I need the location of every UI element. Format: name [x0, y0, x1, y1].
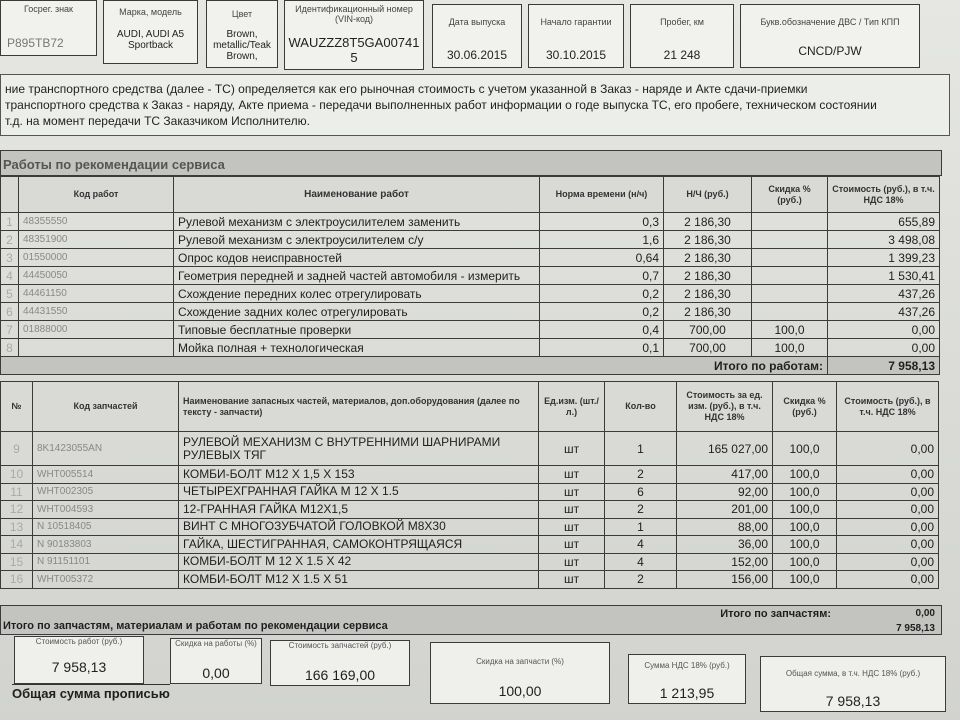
parts-unit: шт: [539, 483, 605, 501]
works-discount: [752, 303, 828, 321]
parts-unit-price: 156,00: [677, 571, 773, 589]
works-table: [0, 176, 940, 375]
parts-discount: 100,0: [773, 536, 837, 554]
works-name: Типовые бесплатные проверки: [174, 321, 540, 339]
parts-cost: 0,00: [837, 553, 939, 571]
parts-qty: 4: [605, 536, 677, 554]
works-cost: 1 399,23: [828, 249, 940, 267]
works-cost: 3 498,08: [828, 231, 940, 249]
release-date-field: Дата выпуска 30.06.2015: [432, 4, 522, 68]
parts-col-name: Наименование запасных частей, материалов, доп.оборудования (далее по тексту - запчасти): [179, 382, 539, 432]
works-name: Рулевой механизм с электроусилителем с/у: [174, 231, 540, 249]
parts-col-index: №: [1, 382, 33, 432]
works-row: [1, 249, 940, 267]
works-index: 1: [1, 213, 19, 231]
parts-table: [0, 381, 939, 589]
engine-code-field: Букв.обозначение ДВС / Тип КПП CNCD/PJW: [740, 4, 920, 68]
parts-unit-price: 36,00: [677, 536, 773, 554]
works-rate: 2 186,30: [664, 267, 752, 285]
warranty-start-field: Начало гарантии 30.10.2015: [528, 4, 624, 68]
works-rate: 2 186,30: [664, 249, 752, 267]
parts-index: 9: [1, 432, 33, 466]
parts-unit: шт: [539, 466, 605, 484]
parts-discount: 100,0: [773, 553, 837, 571]
works-rate: 2 186,30: [664, 303, 752, 321]
works-header-row: [1, 177, 940, 213]
works-row: [1, 303, 940, 321]
parts-name: ЧЕТЫРЕХГРАННАЯ ГАЙКА М 12 Х 1.5: [179, 483, 539, 501]
parts-row: [1, 501, 939, 519]
parts-unit: шт: [539, 571, 605, 589]
parts-col-unit-price: Стоимость за ед. изм. (руб.), в т.ч. НДС 18%: [677, 382, 773, 432]
works-cost: 655,89: [828, 213, 940, 231]
parts-cost: 0,00: [837, 518, 939, 536]
works-rate: 2 186,30: [664, 285, 752, 303]
parts-code: WHT004593: [33, 501, 179, 519]
parts-row: [1, 571, 939, 589]
parts-index: 14: [1, 536, 33, 554]
works-code: 44450050: [19, 267, 174, 285]
parts-col-code: Код запчастей: [33, 382, 179, 432]
works-index: 8: [1, 339, 19, 357]
summary-parts-discount: Скидка на запчасти (%) 100,00: [430, 642, 610, 704]
parts-name: КОМБИ-БОЛТ М 12 Х 1.5 Х 42: [179, 553, 539, 571]
parts-unit-price: 88,00: [677, 518, 773, 536]
works-name: Схождение передних колес отрегулировать: [174, 285, 540, 303]
parts-cost: 0,00: [837, 432, 939, 466]
works-norm: 0,3: [540, 213, 664, 231]
works-row: [1, 231, 940, 249]
parts-qty: 4: [605, 553, 677, 571]
summary-title: Итого по запчастям, материалам и работам по рекомендации сервиса: [3, 620, 388, 632]
summary-grand-total: 7 958,13: [896, 623, 935, 634]
works-col-code: Код работ: [19, 177, 174, 213]
parts-unit-price: 417,00: [677, 466, 773, 484]
parts-code: N 91151101: [33, 553, 179, 571]
works-cost: 0,00: [828, 339, 940, 357]
works-col-norm: Норма времени (н/ч): [540, 177, 664, 213]
parts-unit: шт: [539, 518, 605, 536]
works-col-index: [1, 177, 19, 213]
parts-discount: 100,0: [773, 571, 837, 589]
parts-code: N 10518405: [33, 518, 179, 536]
parts-row: [1, 466, 939, 484]
parts-code: WHT005514: [33, 466, 179, 484]
works-code: 01888000: [19, 321, 174, 339]
notice-line-1: ние транспортного средства (далее - ТС) определяется как его рыночная стоимость с учетом указанной в Заказ - наряде и Акте сдачи-приемки: [5, 82, 808, 96]
parts-row: [1, 553, 939, 571]
summary-vat: Сумма НДС 18% (руб.) 1 213,95: [628, 654, 746, 704]
parts-code: WHT005372: [33, 571, 179, 589]
works-cost: 0,00: [828, 321, 940, 339]
works-code: 48355550: [19, 213, 174, 231]
works-norm: 0,1: [540, 339, 664, 357]
works-rate: 700,00: [664, 321, 752, 339]
works-rate: 2 186,30: [664, 213, 752, 231]
works-col-rate: Н/Ч (руб.): [664, 177, 752, 213]
works-code: 44431550: [19, 303, 174, 321]
works-norm: 0,2: [540, 285, 664, 303]
works-rate: 700,00: [664, 339, 752, 357]
parts-index: 16: [1, 571, 33, 589]
parts-unit-price: 92,00: [677, 483, 773, 501]
works-name: Геометрия передней и задней частей автомобиля - измерить: [174, 267, 540, 285]
plate-field: Госрег. знак Р895ТВ72: [0, 0, 97, 56]
works-norm: 0,7: [540, 267, 664, 285]
model-field: Марка, модель AUDI, AUDI A5 Sportback: [103, 0, 198, 64]
parts-total-value: 0,00: [915, 608, 935, 619]
parts-discount: 100,0: [773, 466, 837, 484]
parts-name: КОМБИ-БОЛТ М12 Х 1,5 Х 153: [179, 466, 539, 484]
parts-name: ВИНТ С МНОГОЗУБЧАТОЙ ГОЛОВКОЙ М8Х30: [179, 518, 539, 536]
parts-unit-price: 165 027,00: [677, 432, 773, 466]
works-cost: 1 530,41: [828, 267, 940, 285]
parts-row: [1, 518, 939, 536]
parts-cost: 0,00: [837, 466, 939, 484]
parts-cost: 0,00: [837, 501, 939, 519]
summary-labor-cost: Стоимость работ (руб.) 7 958,13: [14, 636, 144, 684]
works-code: [19, 339, 174, 357]
works-code: 44461150: [19, 285, 174, 303]
works-col-name: Наименование работ: [174, 177, 540, 213]
parts-name: ГАЙКА, ШЕСТИГРАННАЯ, САМОКОНТРЯЩАЯСЯ: [179, 536, 539, 554]
works-discount: 100,0: [752, 321, 828, 339]
works-col-discount: Скидка % (руб.): [752, 177, 828, 213]
parts-name: 12-ГРАННАЯ ГАЙКА М12Х1,5: [179, 501, 539, 519]
parts-index: 13: [1, 518, 33, 536]
works-name: Мойка полная + технологическая: [174, 339, 540, 357]
works-discount: [752, 267, 828, 285]
notice-line-2: транспортного средства к Заказ - наряду, Акте приема - передачи выполненных работ информации о годе выпуска ТС, его пробеге, техническом состоянии: [5, 98, 877, 112]
parts-qty: 2: [605, 466, 677, 484]
parts-unit-price: 152,00: [677, 553, 773, 571]
parts-qty: 2: [605, 571, 677, 589]
works-norm: 0,4: [540, 321, 664, 339]
parts-cost: 0,00: [837, 571, 939, 589]
works-row: [1, 285, 940, 303]
parts-code: WHT002305: [33, 483, 179, 501]
works-discount: [752, 231, 828, 249]
parts-index: 11: [1, 483, 33, 501]
works-row: [1, 267, 940, 285]
parts-discount: 100,0: [773, 518, 837, 536]
works-total-value: 7 958,13: [828, 357, 940, 375]
parts-qty: 1: [605, 518, 677, 536]
notice-paragraph: [0, 74, 950, 136]
mileage-field: Пробег, км 21 248: [630, 4, 734, 68]
works-section-title: Работы по рекомендации сервиса: [0, 150, 942, 176]
works-discount: 100,0: [752, 339, 828, 357]
works-discount: [752, 249, 828, 267]
works-row: [1, 321, 940, 339]
parts-cost: 0,00: [837, 536, 939, 554]
parts-cost: 0,00: [837, 483, 939, 501]
summary-parts-cost: Стоимость запчастей (руб.) 166 169,00: [270, 640, 410, 686]
parts-qty: 2: [605, 501, 677, 519]
parts-discount: 100,0: [773, 483, 837, 501]
parts-qty: 1: [605, 432, 677, 466]
parts-qty: 6: [605, 483, 677, 501]
works-col-cost: Стоимость (руб.), в т.ч. НДС 18%: [828, 177, 940, 213]
works-cost: 437,26: [828, 303, 940, 321]
works-total-row: [1, 357, 940, 375]
parts-row: [1, 432, 939, 466]
works-row: [1, 213, 940, 231]
color-field: Цвет Brown, metallic/Teak Brown,: [206, 0, 278, 68]
parts-col-qty: Кол-во: [605, 382, 677, 432]
parts-index: 12: [1, 501, 33, 519]
parts-discount: 100,0: [773, 501, 837, 519]
summary-total-with-vat: Общая сумма, в т.ч. НДС 18% (руб.) 7 958,13: [760, 656, 946, 712]
amount-in-words-label: Общая сумма прописью: [12, 686, 170, 701]
works-index: 2: [1, 231, 19, 249]
parts-unit-price: 201,00: [677, 501, 773, 519]
parts-header-row: [1, 382, 939, 432]
parts-name: КОМБИ-БОЛТ М12 Х 1.5 Х 51: [179, 571, 539, 589]
parts-code: N 90183803: [33, 536, 179, 554]
notice-line-3: т.д. на момент передачи ТС Заказчиком Исполнителю.: [5, 114, 310, 128]
works-index: 5: [1, 285, 19, 303]
works-cost: 437,26: [828, 285, 940, 303]
parts-unit: шт: [539, 553, 605, 571]
parts-index: 10: [1, 466, 33, 484]
works-index: 7: [1, 321, 19, 339]
summary-bar: [0, 605, 942, 635]
works-index: 6: [1, 303, 19, 321]
works-index: 4: [1, 267, 19, 285]
parts-index: 15: [1, 553, 33, 571]
parts-col-unit: Ед.изм. (шт./л.): [539, 382, 605, 432]
parts-unit: шт: [539, 536, 605, 554]
parts-code: 8K1423055AN: [33, 432, 179, 466]
parts-row: [1, 483, 939, 501]
parts-name: РУЛЕВОЙ МЕХАНИЗМ С ВНУТРЕННИМИ ШАРНИРАМИ РУЛЕВЫХ ТЯГ: [179, 432, 539, 466]
parts-unit: шт: [539, 501, 605, 519]
works-name: Опрос кодов неисправностей: [174, 249, 540, 267]
parts-row: [1, 536, 939, 554]
works-norm: 0,64: [540, 249, 664, 267]
works-norm: 0,2: [540, 303, 664, 321]
works-total-label: Итого по работам:: [1, 357, 828, 375]
parts-discount: 100,0: [773, 432, 837, 466]
parts-unit: шт: [539, 432, 605, 466]
parts-total-label: Итого по запчастям:: [720, 608, 831, 620]
vin-field: Идентификационный номер (VIN-код) WAUZZZ8T5GA007415: [284, 0, 424, 70]
summary-labor-discount: Скидка на работы (%) 0,00: [170, 638, 262, 684]
parts-col-discount: Скидка % (руб.): [773, 382, 837, 432]
works-rate: 2 186,30: [664, 231, 752, 249]
works-norm: 1,6: [540, 231, 664, 249]
works-row: [1, 339, 940, 357]
works-code: 48351900: [19, 231, 174, 249]
parts-col-cost: Стоимость (руб.), в т.ч. НДС 18%: [837, 382, 939, 432]
works-name: Схождение задних колес отрегулировать: [174, 303, 540, 321]
works-code: 01550000: [19, 249, 174, 267]
works-discount: [752, 213, 828, 231]
works-name: Рулевой механизм с электроусилителем заменить: [174, 213, 540, 231]
works-index: 3: [1, 249, 19, 267]
works-discount: [752, 285, 828, 303]
